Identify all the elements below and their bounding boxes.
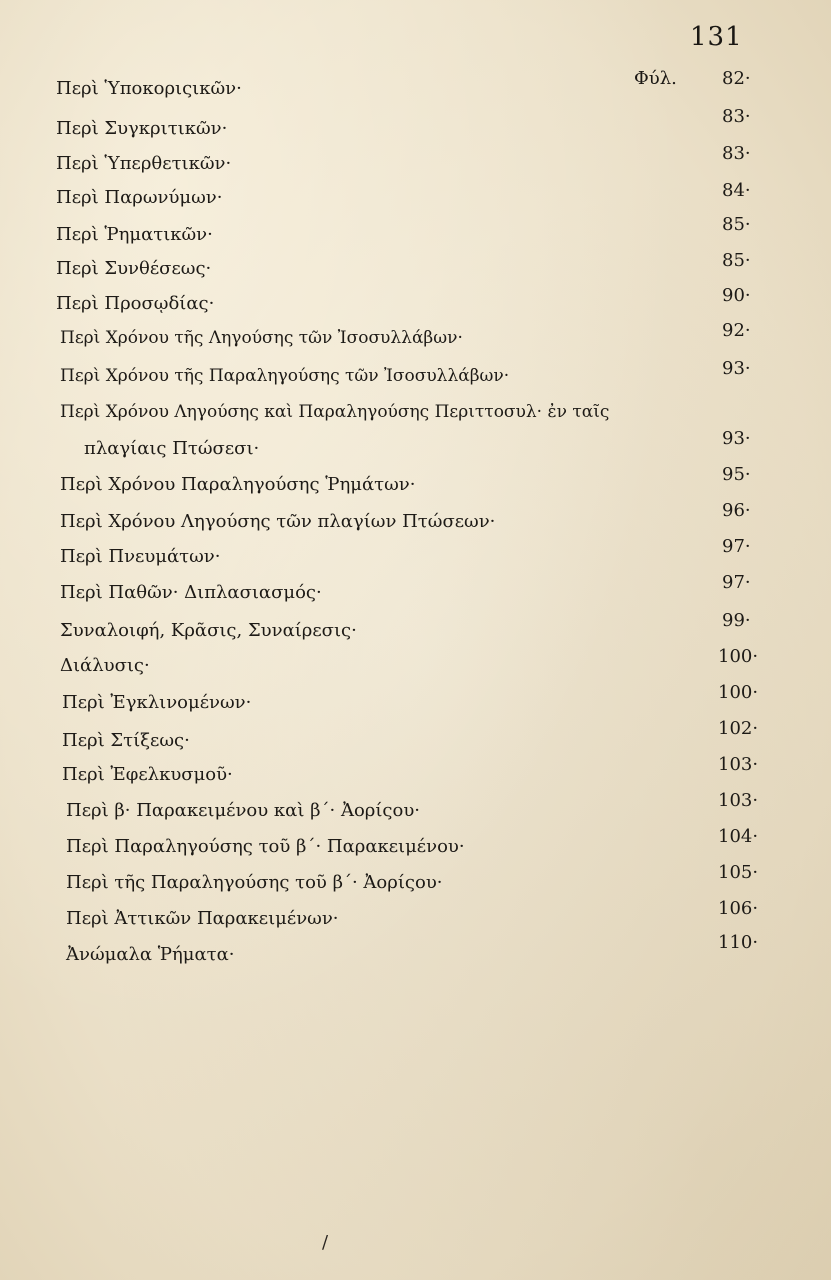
toc-entry-title: Περὶ Στίξεως· [62, 730, 190, 751]
toc-entry-title: Περὶ β· Παρακειμένου καὶ β΄· Ἀορίςου· [66, 800, 421, 821]
toc-entry-title: Ἀνώμαλα Ῥήματα· [66, 944, 235, 965]
toc-entry-title: Περὶ Χρόνου Ληγούσης τῶν πλαγίων Πτώσεων· [60, 511, 496, 532]
toc-entry-page: 83· [722, 106, 751, 127]
toc-entry-title: Περὶ Παραληγούσης τοῦ β΄· Παρακειμένου· [66, 836, 465, 857]
toc-entry-title: Περὶ Συγκριτικῶν· [56, 118, 228, 139]
toc-entry-page: 102· [718, 718, 759, 739]
toc-entry-page: 90· [722, 285, 751, 306]
toc-entry-page: 85· [722, 250, 751, 271]
toc-entry-page: 92· [722, 320, 751, 341]
toc-entry-title: Περὶ Ἀττικῶν Παρακειμένων· [66, 908, 339, 929]
toc-entry-title: Διάλυσις· [60, 655, 150, 676]
toc-entry-page: 100· [718, 646, 759, 667]
toc-entry-page: 104· [718, 826, 759, 847]
page-number: 131 [690, 22, 743, 52]
toc-entry-title: Συναλοιφή, Κρᾶσις, Συναίρεσις· [60, 620, 357, 641]
toc-entry-title: Περὶ Ἐφελκυσμοῦ· [62, 764, 233, 785]
toc-entry-title: Περὶ τῆς Παραληγούσης τοῦ β΄· Ἀορίςου· [66, 872, 443, 893]
toc-entry-page: 99· [722, 610, 751, 631]
toc-entry-page: 103· [718, 754, 759, 775]
toc-entry-title: Περὶ Πνευμάτων· [60, 546, 221, 567]
toc-entry-page: 84· [722, 180, 751, 201]
toc-entry-title: Περὶ Παρωνύμων· [56, 187, 223, 208]
toc-entry-title: Περὶ Χρόνου τῆς Ληγούσης τῶν Ἰσοσυλλάβων· [60, 328, 463, 348]
toc-entry-title: Περὶ Ῥηματικῶν· [56, 224, 213, 245]
toc-entry-title: Περὶ Παθῶν· Διπλασιασμός· [60, 582, 322, 603]
toc-entry-title: Περὶ Χρόνου Ληγούσης καὶ Παραληγούσης Περιττοσυλ· ἐν ταῖς [60, 402, 610, 422]
toc-entry-page: 105· [718, 862, 759, 883]
toc-entry-page: 106· [718, 898, 759, 919]
toc-entry-page: 83· [722, 143, 751, 164]
toc-entry-page: 95· [722, 464, 751, 485]
toc-entry-title: Περὶ Χρόνου τῆς Παραληγούσης τῶν Ἰσοσυλλάβων· [60, 366, 510, 386]
toc-entry-page: 97· [722, 536, 751, 557]
toc-entry-title: Περὶ Συνθέσεως· [56, 258, 212, 279]
toc-entry-page: 93· [722, 358, 751, 379]
stray-ink-mark: / [322, 1232, 329, 1253]
toc-entry-page: 110· [718, 932, 759, 953]
toc-entry-page: 100· [718, 682, 759, 703]
folio-label: Φύλ. [634, 68, 677, 89]
toc-entry-page: 96· [722, 500, 751, 521]
toc-entry-title: Περὶ Ὑπερθετικῶν· [56, 153, 232, 174]
toc-entry-page: 85· [722, 214, 751, 235]
toc-entry-title: Περὶ Χρόνου Παραληγούσης Ῥημάτων· [60, 474, 416, 495]
toc-entry-title: Περὶ Προσῳδίας· [56, 293, 215, 314]
toc-entry-page: 97· [722, 572, 751, 593]
toc-entry-page: 82· [722, 68, 751, 89]
toc-entry-title-continuation: πλαγίαις Πτώσεσι· [84, 438, 260, 459]
toc-entry-title: Περὶ Ἐγκλινομένων· [62, 692, 252, 713]
toc-entry-page: 103· [718, 790, 759, 811]
toc-entry-title: Περὶ Ὑποκοριςικῶν· [56, 78, 242, 99]
toc-entry-page: 93· [722, 428, 751, 449]
